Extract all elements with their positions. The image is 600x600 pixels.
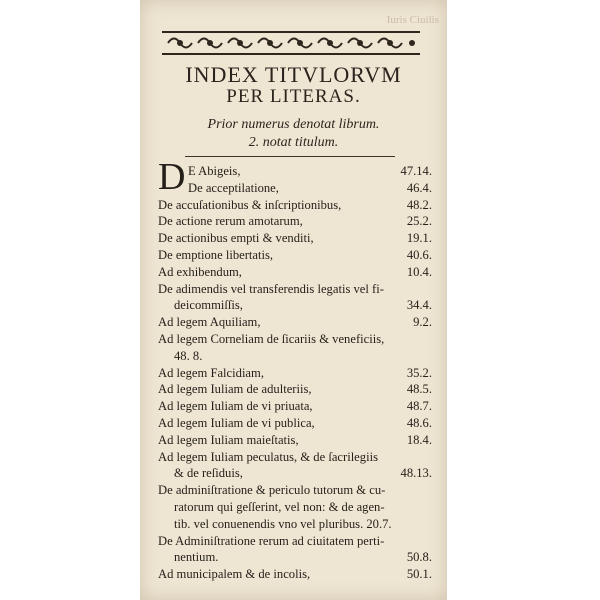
index-entry: & de reſiduis, 48.13. [174,466,432,481]
index-entry: De actionibus empti & venditi, 19.1. [158,231,432,246]
index-entry: Ad legem Iuliam de adulteriis, 48.5. [158,382,432,397]
index-entry: 48. 8. [174,348,203,363]
index-subtitle: PER LITERAS. [226,86,361,107]
index-entry: ratorum qui geſſerint, vel non: & de agen- [174,499,385,514]
index-entry: De acceptilatione, 46.4. [188,180,432,195]
index-entries [158,163,436,583]
index-entry: De adminiſtratione & periculo tutorum & cu- [158,483,386,498]
index-entry: Ad legem Falcidiam, 35.2. [158,365,432,380]
index-entry: De Adminiſtratione rerum ad ciuitatem perti- [158,533,385,548]
index-entry: De actione rerum amotarum, 25.2. [158,214,432,229]
index-entry: De accuſationibus & inſcriptionibus, 48.2. [158,197,432,212]
index-entry: De adimendis vel transferendis legatis vel fi- [158,281,384,296]
index-entry: deicommiſſis, 34.4. [174,298,432,313]
index-entry: Ad legem Iuliam de vi publica, 48.6. [158,415,432,430]
index-entry: Ad legem Iuliam de vi priuata, 48.7. [158,399,432,414]
index-entry: nentium. 50.8. [174,550,432,565]
index-entry: Ad legem Iuliam peculatus, & de ſacrilegiis [158,449,378,464]
numbering-note-1: Prior numerus denotat librum. [207,117,380,132]
index-entry: Ad exhibendum, 10.4. [158,264,432,279]
index-entry: Ad legem Corneliam de ſicariis & veneficiis, [158,331,385,346]
index-entry: Ad municipalem & de incolis, 50.1. [158,567,432,582]
index-entry: tib. vel conuenendis vno vel pluribus. 20.7. [174,516,392,531]
ornamental-header-band [162,30,420,56]
numbering-note-2: 2. notat titulum. [248,135,339,150]
drop-cap: D [158,156,186,198]
index-entry: Ad legem Iuliam maieſtatis, 18.4. [158,432,432,447]
index-entry: Ad legem Aquiliam, 9.2. [158,315,432,330]
book-page [140,0,447,600]
index-entry: De emptione libertatis, 40.6. [158,247,432,262]
show-through-text: Iuris Ciuilis [386,14,439,26]
index-entry: E Abigeis, 47.14. [188,164,432,178]
index-title: INDEX TITVLORVM [185,62,402,87]
divider-rule [185,156,395,157]
